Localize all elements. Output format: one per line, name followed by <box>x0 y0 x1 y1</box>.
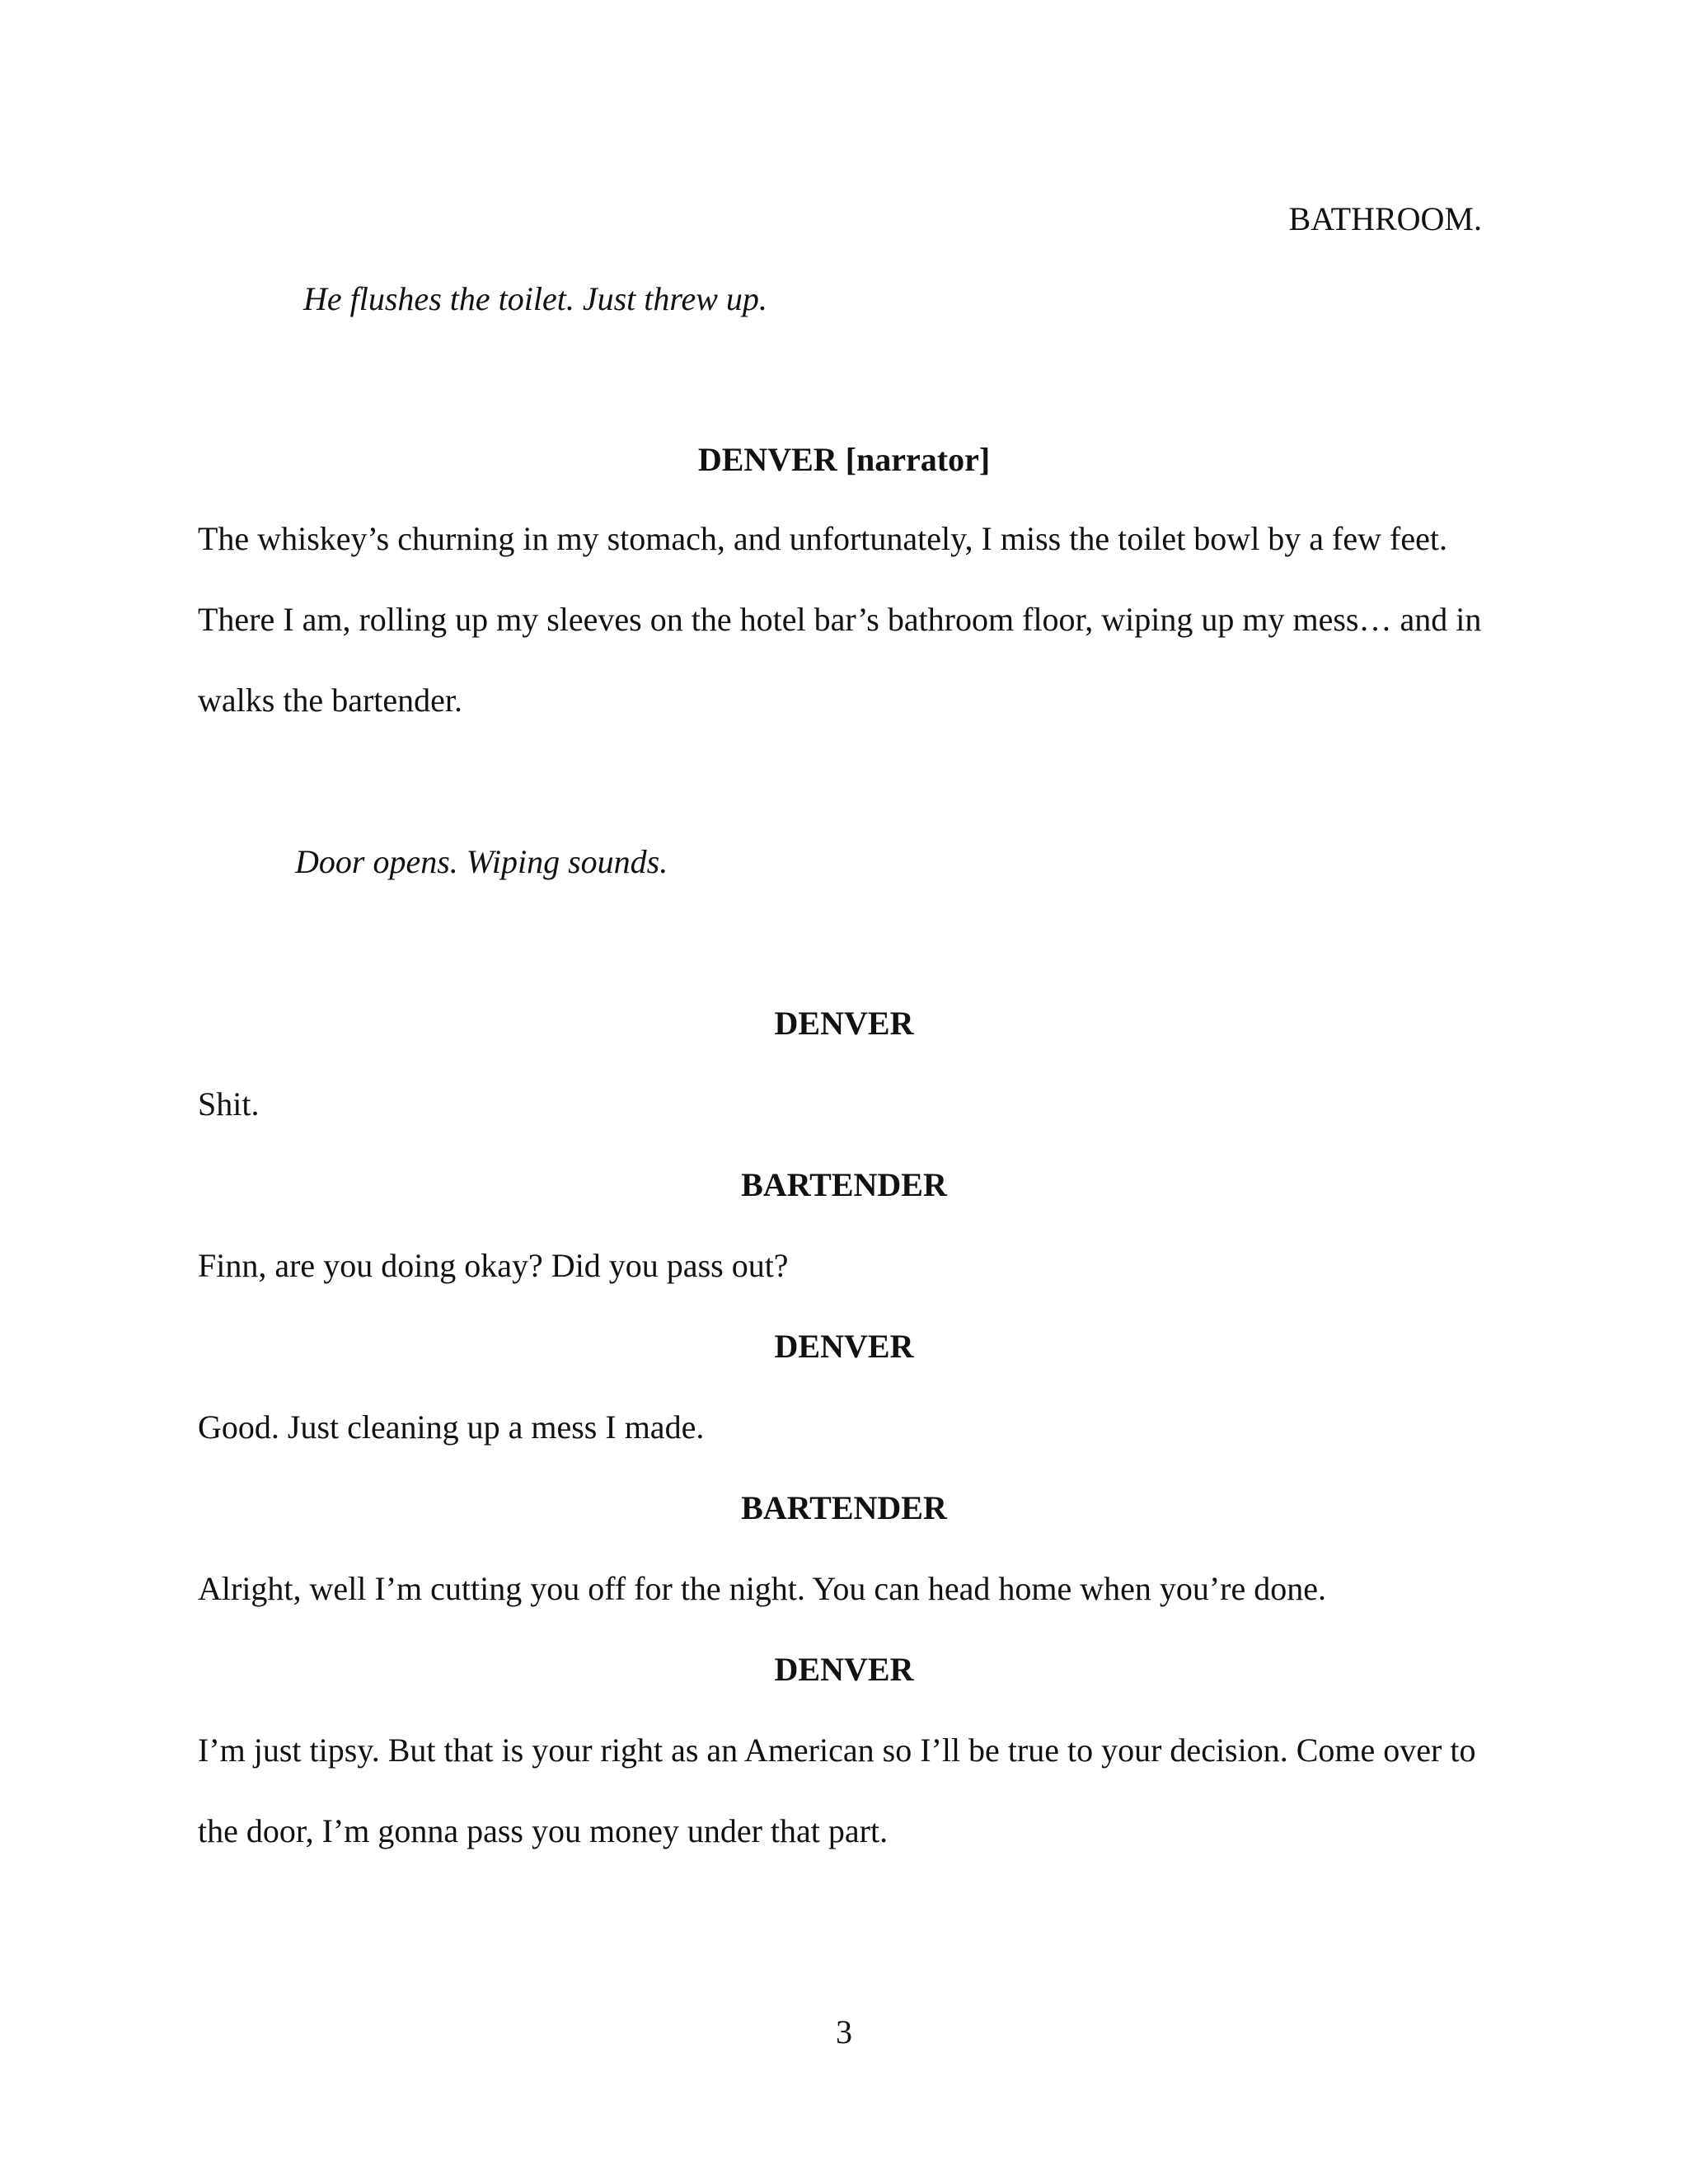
scene-heading: BATHROOM. <box>1288 200 1482 237</box>
dialogue-line: Shit. <box>198 1085 260 1122</box>
character-name: DENVER <box>774 1328 914 1365</box>
stage-direction: Door opens. Wiping sounds. <box>295 843 668 880</box>
character-name: BARTENDER <box>741 1166 947 1203</box>
dialogue-line: Good. Just cleaning up a mess I made. <box>198 1408 705 1446</box>
dialogue-line: Alright, well I’m cutting you off for the night. You can head home when you’re done. <box>198 1570 1326 1607</box>
page-number: 3 <box>836 2013 852 2050</box>
character-name: DENVER <box>774 1005 914 1042</box>
character-name: DENVER [narrator] <box>697 441 991 478</box>
stage-direction: He flushes the toilet. Just threw up. <box>303 280 767 317</box>
character-name: DENVER <box>774 1651 914 1688</box>
character-name: BARTENDER <box>741 1489 947 1526</box>
dialogue-line: The whiskey’s churning in my stomach, and unfortunately, I miss the toilet bowl by a few feet. <box>198 520 1447 557</box>
dialogue-line: I’m just tipsy. But that is your right as an American so I’ll be true to your decision. Come over to <box>198 1732 1476 1769</box>
dialogue-line: the door, I’m gonna pass you money under that part. <box>198 1812 889 1849</box>
dialogue-line: There I am, rolling up my sleeves on the hotel bar’s bathroom floor, wiping up my mess… and in <box>198 601 1482 638</box>
dialogue-line: walks the bartender. <box>198 682 462 719</box>
dialogue-line: Finn, are you doing okay? Did you pass out? <box>198 1247 789 1284</box>
